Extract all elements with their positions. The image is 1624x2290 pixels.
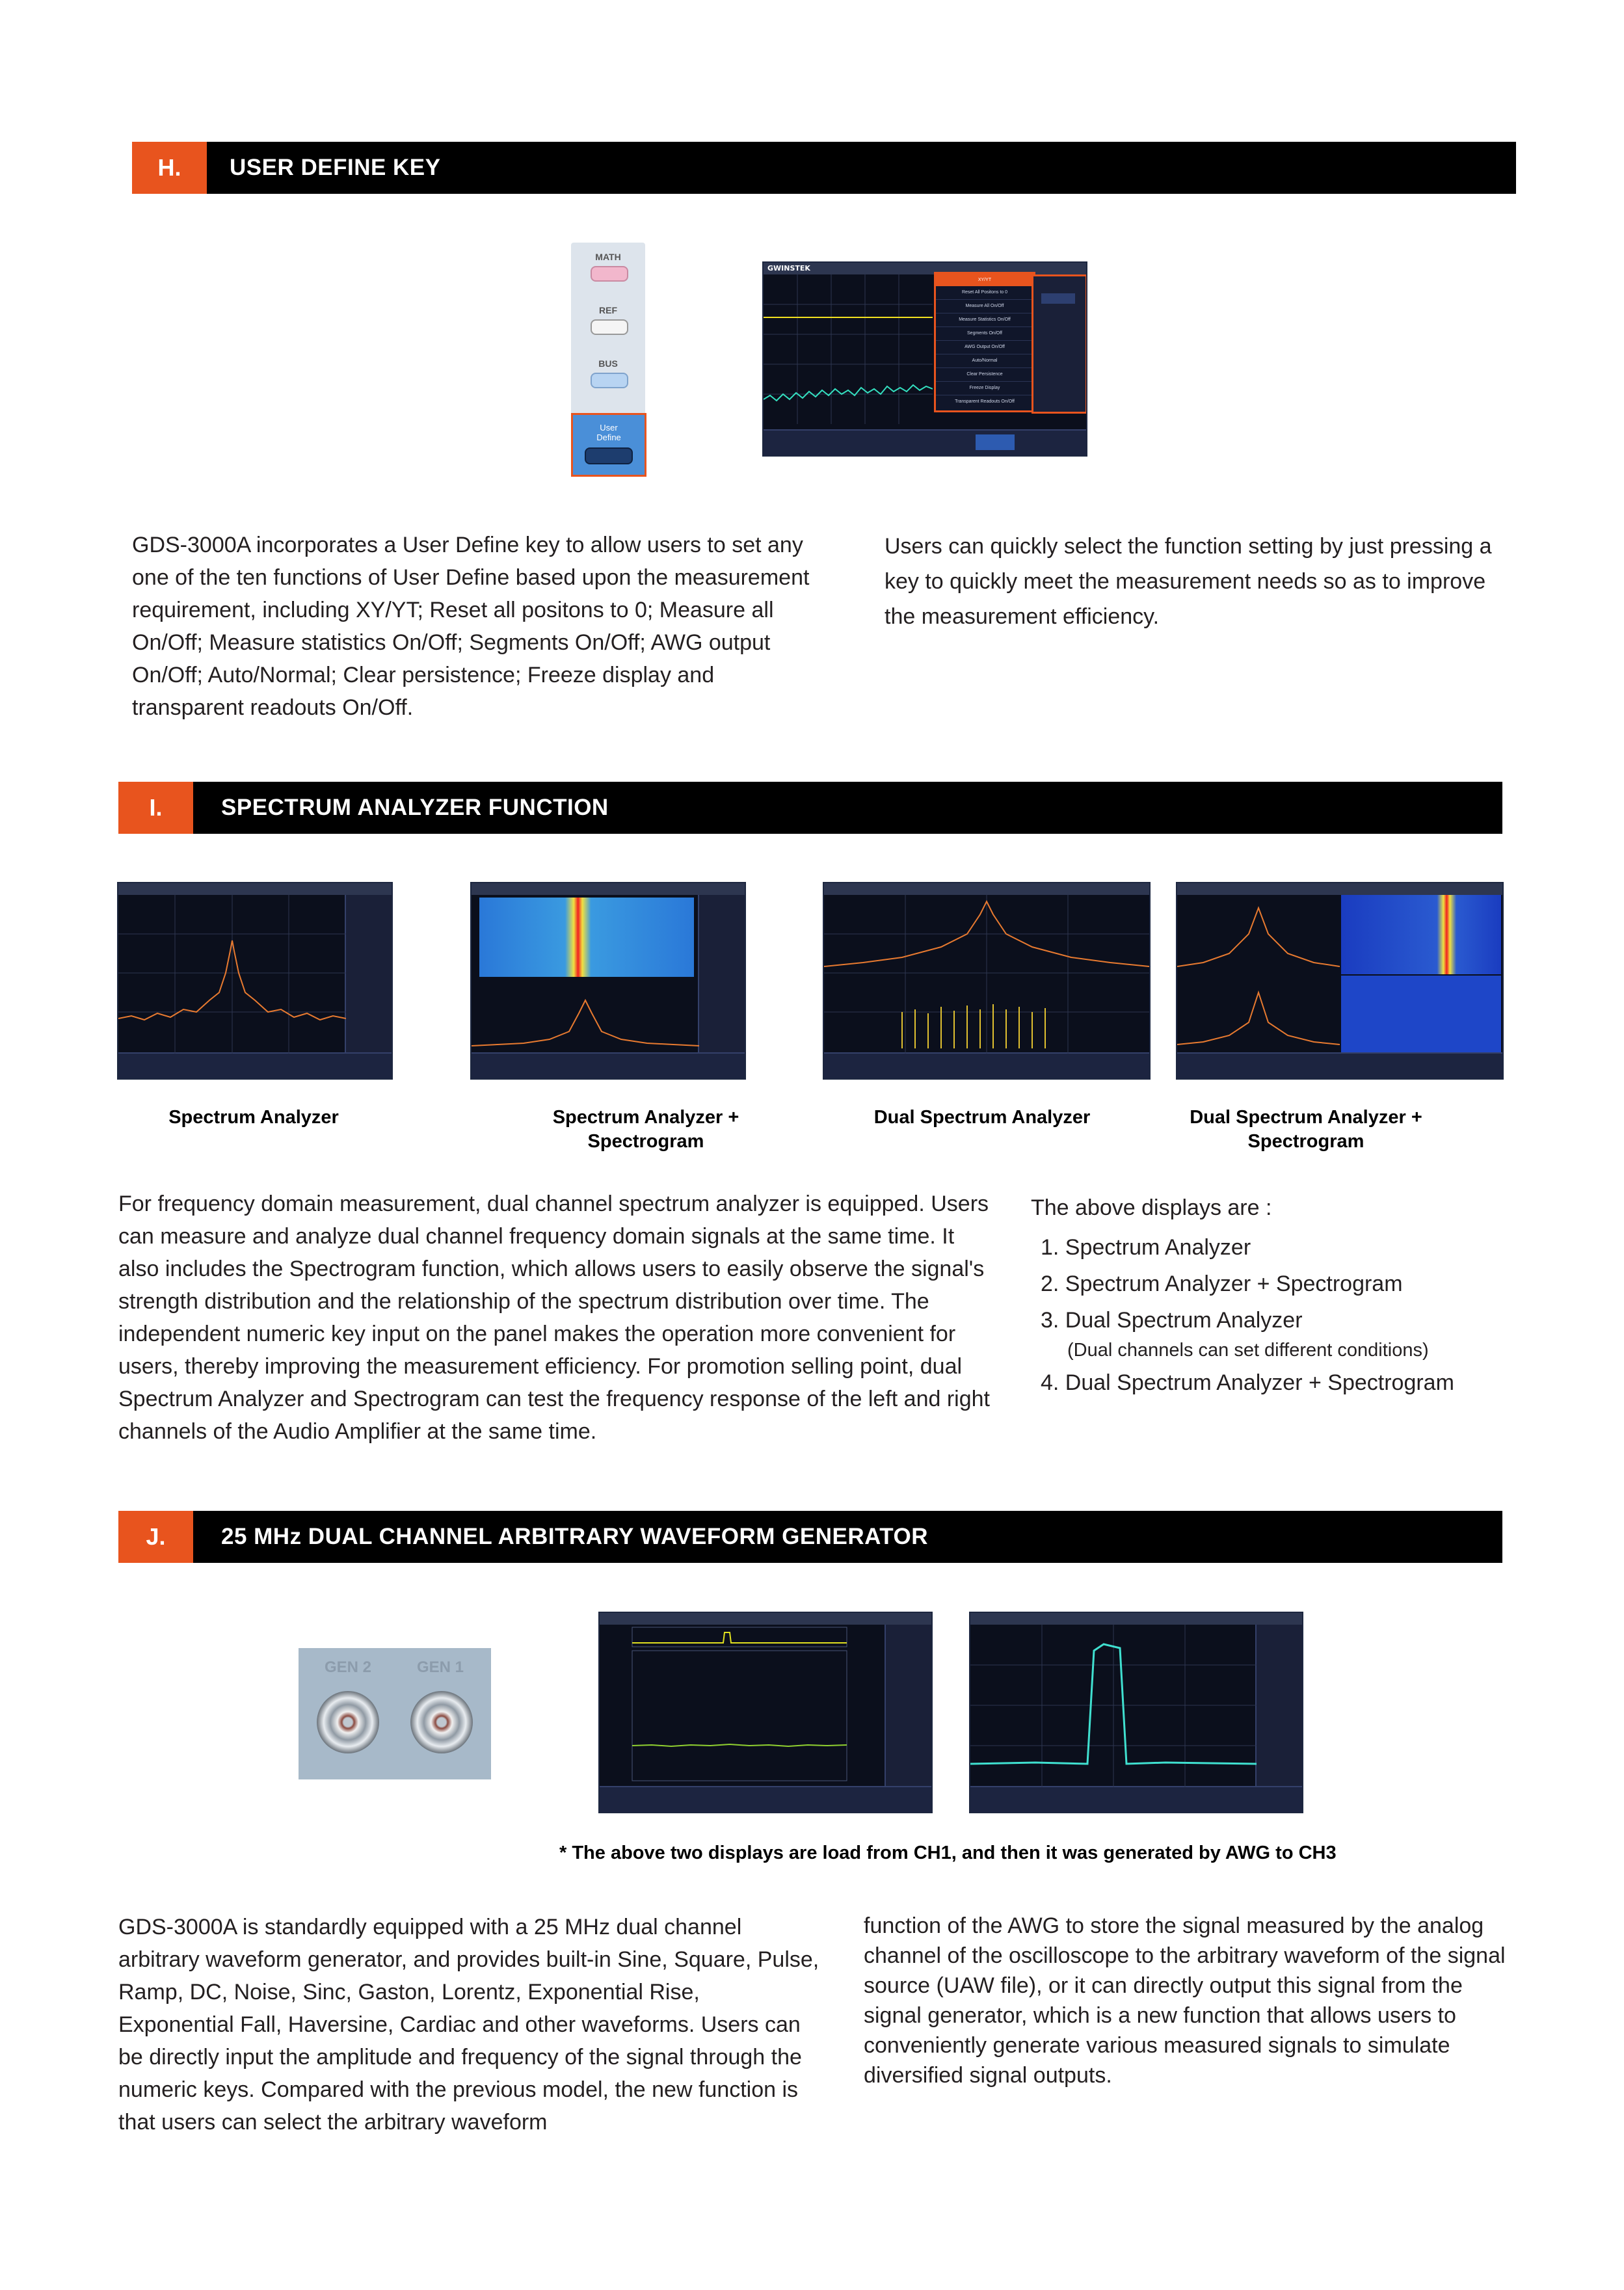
menu-item-measure-stats: Measure Statistics On/Off: [936, 313, 1033, 327]
user-define-menu: [934, 272, 1035, 412]
menu-item-segments: Segments On/Off: [936, 327, 1033, 341]
gen2-bnc-connector: [317, 1691, 379, 1753]
math-key: [591, 266, 628, 282]
spectrogram-heatmap-top: [1341, 895, 1501, 974]
section-h-header: [132, 142, 1516, 194]
h-right-paragraph: Users can quickly select the function setting by just pressing a key to quickly meet the measurement needs so as to improve the measurement efficiency.: [885, 534, 1492, 629]
user-define-side-highlight: [1032, 274, 1087, 414]
ref-key-label: REF: [599, 305, 617, 315]
front-panel-keys-image: [571, 243, 645, 475]
awg-waveform-display: [600, 1625, 886, 1787]
menu-item-awg-output: AWG Output On/Off: [936, 341, 1033, 354]
caption-dual-spectrum-spectrogram: Dual Spectrum Analyzer + Spectrogram: [1190, 1107, 1422, 1152]
displays-list-block: [1031, 1192, 1512, 1401]
section-i-code: I.: [118, 782, 193, 834]
section-i-header: [118, 782, 1502, 834]
bus-key-label: BUS: [598, 358, 618, 369]
menu-item-reset: Reset All Positons to 0: [936, 286, 1033, 300]
dual-spectrum-spectrogram-screenshot: [1176, 882, 1504, 1080]
spectrum-analyzer-screenshot: [117, 882, 393, 1080]
awg-arbitrary-waveform-screenshot: [598, 1612, 933, 1813]
displays-note: (Dual channels can set different conditions): [1067, 1340, 1429, 1361]
awg-output-screenshot: [969, 1612, 1303, 1813]
section-h-title: USER DEFINE KEY: [230, 155, 441, 180]
user-define-highlight: [571, 413, 646, 477]
gen-connectors-image: [299, 1648, 491, 1779]
user-define-screenshot: [762, 261, 1087, 457]
section-h-code: H.: [132, 142, 207, 194]
waveform-display: [764, 274, 933, 424]
j-left-paragraph: GDS-3000A is standardly equipped with a 25 MHz dual channel arbitrary waveform generator, and provides built-in Sine, Square, Pulse, Ramp, DC, Noise, Sinc, Gaston, Lorentz, Exponential Rise, Exponential Fall, Haversine, Cardiac and other waveforms. Users can be directly input the amplitude and frequency of the signal through the numeric keys. Compared with the previous model, the new function is that users can select the arbitrary waveform: [118, 1915, 819, 2135]
dual-spectrum-screenshot: [823, 882, 1151, 1080]
ref-key: [591, 319, 628, 335]
j-right-paragraph: function of the AWG to store the signal measured by the analog channel of the oscilloscope to the arbitrary waveform of the signal source (UAW file), or it can directly output this signal from the signal generator, which is a new function that allows users to conveniently generate various measured signals to simulate diversified signal outputs.: [864, 1913, 1506, 2088]
dual-spectrum-trace: [824, 895, 1149, 1054]
i-left-paragraph: For frequency domain measurement, dual channel spectrum analyzer is equipped. Users can measure and analyze dual channel frequency domain signals at the same time. It also includes the Spectrogram function, which allows users to easily observe the signal's strength distribution and the relationship of the spectrum distribution over time. The independent numeric key input on the panel makes the operation more convenient for users, thereby improving the measurement efficiency. For promotion selling point, dual Spectrum Analyzer and Spectrogram can test the frequency response of the left and right channels of the Audio Amplifier at the same time.: [118, 1192, 990, 1444]
menu-item-auto-normal: Auto/Normal: [936, 354, 1033, 368]
menu-item-freeze-display: Freeze Display: [936, 382, 1033, 395]
section-j-title: 25 MHz DUAL CHANNEL ARBITRARY WAVEFORM GENERATOR: [221, 1524, 929, 1549]
menu-item-clear-persistence: Clear Persistence: [936, 368, 1033, 382]
section-i-title: SPECTRUM ANALYZER FUNCTION: [221, 795, 609, 820]
gen1-bnc-connector: [410, 1691, 473, 1753]
caption-spectrum-spectrogram: Spectrum Analyzer + Spectrogram: [552, 1107, 739, 1152]
brand-logo: GWINSTEK: [767, 264, 810, 273]
dual-spectrum-trace-2: [1177, 895, 1340, 1054]
user-define-key: [585, 447, 633, 464]
math-key-label: MATH: [595, 252, 621, 262]
spectrum-spectrogram-screenshot: [470, 882, 746, 1080]
spectrogram-heatmap-bottom: [1341, 976, 1501, 1052]
spectrogram-heatmap: [479, 898, 694, 977]
caption-dual-spectrum: Dual Spectrum Analyzer: [873, 1107, 1091, 1128]
spectrum-trace: [118, 895, 346, 1054]
section-j-code: J.: [118, 1511, 193, 1563]
awg-output-display: [970, 1625, 1257, 1787]
gen1-label: GEN 1: [417, 1658, 464, 1676]
spectrum-trace-2: [472, 981, 699, 1052]
awg-footnote: * The above two displays are load from CH1, and then it was generated by AWG to CH3: [559, 1843, 1337, 1863]
menu-item-transparent-readouts: Transparent Readouts On/Off: [955, 399, 1015, 404]
menu-item-xy-yt: XY/YT: [936, 274, 1033, 286]
displays-item-3: 3. Dual Spectrum Analyzer: [1041, 1308, 1303, 1333]
displays-item-4: 4. Dual Spectrum Analyzer + Spectrogram: [1041, 1370, 1454, 1395]
displays-intro: The above displays are :: [1031, 1195, 1272, 1220]
gen2-label: GEN 2: [325, 1658, 372, 1676]
h-left-paragraph: GDS-3000A incorporates a User Define key to allow users to set any one of the ten functions of User Define based upon the measurement requirement, including XY/YT; Reset all positons to 0; Measure all On/Off; Measure statistics On/Off; Segments On/Off; AWG output On/Off; Auto/Normal; Clear persistence; Freeze display and transparent readouts On/Off.: [132, 533, 810, 720]
displays-item-2: 2. Spectrum Analyzer + Spectrogram: [1041, 1271, 1403, 1296]
displays-item-1: 1. Spectrum Analyzer: [1041, 1235, 1251, 1260]
menu-item-measure-all: Measure All On/Off: [936, 300, 1033, 313]
user-define-key-label: User Define: [596, 423, 621, 442]
caption-spectrum-analyzer: Spectrum Analyzer: [168, 1107, 339, 1128]
bus-key: [591, 373, 628, 388]
section-j-header: [118, 1511, 1502, 1563]
